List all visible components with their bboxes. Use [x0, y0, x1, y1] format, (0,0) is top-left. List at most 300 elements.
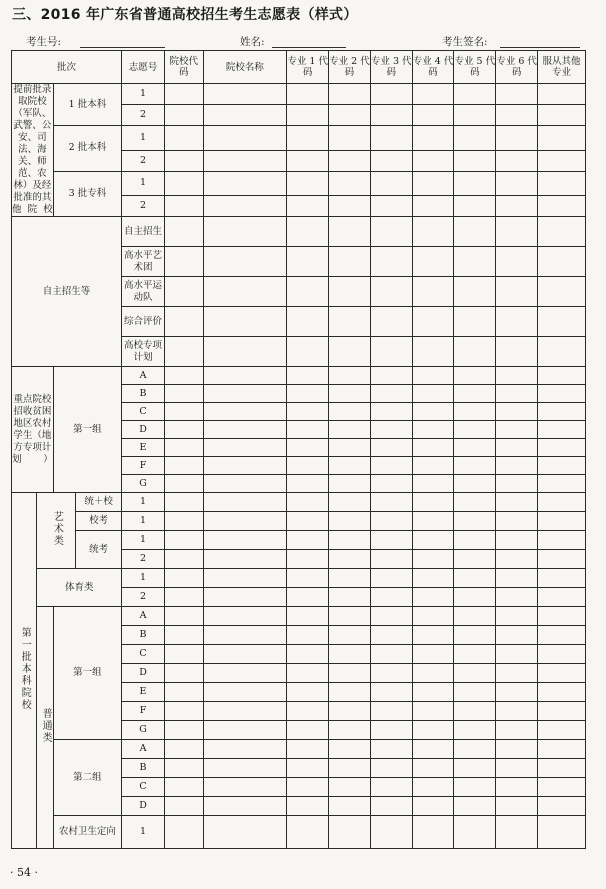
blank-entry-cell[interactable] [370, 337, 412, 367]
blank-entry-cell[interactable] [538, 367, 586, 385]
blank-entry-cell[interactable] [287, 247, 329, 277]
blank-entry-cell[interactable] [412, 277, 454, 307]
blank-entry-cell[interactable] [203, 588, 287, 607]
blank-entry-cell[interactable] [370, 702, 412, 721]
blank-entry-cell[interactable] [538, 493, 586, 512]
blank-entry-cell[interactable] [203, 683, 287, 702]
blank-entry-cell[interactable] [496, 683, 538, 702]
blank-entry-cell[interactable] [412, 247, 454, 277]
blank-entry-cell[interactable] [496, 217, 538, 247]
blank-entry-cell[interactable] [370, 126, 412, 151]
blank-entry-cell[interactable] [287, 171, 329, 196]
blank-entry-cell[interactable] [203, 740, 287, 759]
blank-entry-cell[interactable] [287, 217, 329, 247]
blank-entry-cell[interactable] [164, 797, 203, 816]
blank-entry-cell[interactable] [164, 171, 203, 196]
blank-entry-cell[interactable] [454, 457, 496, 475]
blank-entry-cell[interactable] [496, 475, 538, 493]
blank-entry-cell[interactable] [370, 778, 412, 797]
blank-entry-cell[interactable] [164, 721, 203, 740]
blank-entry-cell[interactable] [203, 196, 287, 217]
blank-entry-cell[interactable] [287, 664, 329, 683]
blank-entry-cell[interactable] [164, 493, 203, 512]
blank-entry-cell[interactable] [203, 439, 287, 457]
blank-entry-cell[interactable] [538, 277, 586, 307]
blank-entry-cell[interactable] [538, 664, 586, 683]
blank-entry-cell[interactable] [329, 367, 371, 385]
blank-entry-cell[interactable] [496, 171, 538, 196]
blank-entry-cell[interactable] [412, 721, 454, 740]
blank-entry-cell[interactable] [454, 740, 496, 759]
blank-entry-cell[interactable] [329, 626, 371, 645]
blank-entry-cell[interactable] [370, 403, 412, 421]
blank-entry-cell[interactable] [412, 475, 454, 493]
blank-entry-cell[interactable] [164, 475, 203, 493]
blank-entry-cell[interactable] [370, 721, 412, 740]
blank-entry-cell[interactable] [203, 664, 287, 683]
blank-entry-cell[interactable] [329, 277, 371, 307]
blank-entry-cell[interactable] [370, 171, 412, 196]
blank-entry-cell[interactable] [454, 797, 496, 816]
blank-entry-cell[interactable] [538, 588, 586, 607]
blank-entry-cell[interactable] [164, 105, 203, 126]
blank-entry-cell[interactable] [164, 588, 203, 607]
blank-entry-cell[interactable] [329, 196, 371, 217]
blank-entry-cell[interactable] [412, 531, 454, 550]
blank-entry-cell[interactable] [329, 105, 371, 126]
blank-entry-cell[interactable] [203, 475, 287, 493]
candidate-no-line[interactable] [80, 47, 165, 48]
blank-entry-cell[interactable] [287, 531, 329, 550]
blank-entry-cell[interactable] [496, 403, 538, 421]
blank-entry-cell[interactable] [329, 645, 371, 664]
blank-entry-cell[interactable] [329, 778, 371, 797]
blank-entry-cell[interactable] [329, 702, 371, 721]
blank-entry-cell[interactable] [329, 385, 371, 403]
blank-entry-cell[interactable] [287, 126, 329, 151]
blank-entry-cell[interactable] [412, 512, 454, 531]
blank-entry-cell[interactable] [370, 645, 412, 664]
blank-entry-cell[interactable] [370, 439, 412, 457]
blank-entry-cell[interactable] [329, 588, 371, 607]
blank-entry-cell[interactable] [287, 569, 329, 588]
blank-entry-cell[interactable] [412, 816, 454, 849]
blank-entry-cell[interactable] [287, 493, 329, 512]
blank-entry-cell[interactable] [412, 403, 454, 421]
blank-entry-cell[interactable] [454, 645, 496, 664]
blank-entry-cell[interactable] [164, 403, 203, 421]
blank-entry-cell[interactable] [164, 816, 203, 849]
blank-entry-cell[interactable] [538, 569, 586, 588]
blank-entry-cell[interactable] [538, 645, 586, 664]
blank-entry-cell[interactable] [287, 150, 329, 171]
blank-entry-cell[interactable] [496, 759, 538, 778]
blank-entry-cell[interactable] [538, 171, 586, 196]
blank-entry-cell[interactable] [287, 512, 329, 531]
blank-entry-cell[interactable] [203, 759, 287, 778]
blank-entry-cell[interactable] [329, 721, 371, 740]
blank-entry-cell[interactable] [203, 721, 287, 740]
blank-entry-cell[interactable] [538, 607, 586, 626]
blank-entry-cell[interactable] [412, 759, 454, 778]
blank-entry-cell[interactable] [164, 367, 203, 385]
blank-entry-cell[interactable] [412, 683, 454, 702]
blank-entry-cell[interactable] [454, 721, 496, 740]
blank-entry-cell[interactable] [412, 778, 454, 797]
blank-entry-cell[interactable] [329, 531, 371, 550]
blank-entry-cell[interactable] [538, 475, 586, 493]
name-line[interactable] [272, 47, 346, 48]
blank-entry-cell[interactable] [164, 277, 203, 307]
blank-entry-cell[interactable] [287, 84, 329, 105]
blank-entry-cell[interactable] [454, 759, 496, 778]
blank-entry-cell[interactable] [287, 196, 329, 217]
blank-entry-cell[interactable] [496, 740, 538, 759]
blank-entry-cell[interactable] [164, 307, 203, 337]
blank-entry-cell[interactable] [164, 247, 203, 277]
blank-entry-cell[interactable] [203, 217, 287, 247]
blank-entry-cell[interactable] [164, 664, 203, 683]
blank-entry-cell[interactable] [412, 588, 454, 607]
blank-entry-cell[interactable] [412, 126, 454, 151]
blank-entry-cell[interactable] [538, 307, 586, 337]
blank-entry-cell[interactable] [454, 337, 496, 367]
blank-entry-cell[interactable] [538, 150, 586, 171]
blank-entry-cell[interactable] [370, 307, 412, 337]
blank-entry-cell[interactable] [164, 217, 203, 247]
blank-entry-cell[interactable] [203, 512, 287, 531]
blank-entry-cell[interactable] [538, 403, 586, 421]
blank-entry-cell[interactable] [329, 607, 371, 626]
blank-entry-cell[interactable] [412, 84, 454, 105]
blank-entry-cell[interactable] [538, 531, 586, 550]
blank-entry-cell[interactable] [370, 512, 412, 531]
blank-entry-cell[interactable] [203, 778, 287, 797]
blank-entry-cell[interactable] [454, 512, 496, 531]
blank-entry-cell[interactable] [203, 385, 287, 403]
blank-entry-cell[interactable] [538, 105, 586, 126]
blank-entry-cell[interactable] [538, 512, 586, 531]
blank-entry-cell[interactable] [329, 569, 371, 588]
blank-entry-cell[interactable] [287, 439, 329, 457]
blank-entry-cell[interactable] [454, 816, 496, 849]
blank-entry-cell[interactable] [370, 84, 412, 105]
blank-entry-cell[interactable] [164, 150, 203, 171]
blank-entry-cell[interactable] [454, 217, 496, 247]
blank-entry-cell[interactable] [164, 337, 203, 367]
blank-entry-cell[interactable] [412, 702, 454, 721]
blank-entry-cell[interactable] [538, 721, 586, 740]
blank-entry-cell[interactable] [329, 403, 371, 421]
blank-entry-cell[interactable] [412, 105, 454, 126]
blank-entry-cell[interactable] [454, 421, 496, 439]
blank-entry-cell[interactable] [203, 607, 287, 626]
blank-entry-cell[interactable] [164, 196, 203, 217]
blank-entry-cell[interactable] [496, 664, 538, 683]
blank-entry-cell[interactable] [496, 277, 538, 307]
blank-entry-cell[interactable] [454, 626, 496, 645]
blank-entry-cell[interactable] [287, 385, 329, 403]
blank-entry-cell[interactable] [287, 105, 329, 126]
blank-entry-cell[interactable] [538, 217, 586, 247]
blank-entry-cell[interactable] [329, 247, 371, 277]
blank-entry-cell[interactable] [329, 126, 371, 151]
blank-entry-cell[interactable] [329, 439, 371, 457]
blank-entry-cell[interactable] [287, 626, 329, 645]
blank-entry-cell[interactable] [164, 512, 203, 531]
blank-entry-cell[interactable] [203, 277, 287, 307]
blank-entry-cell[interactable] [203, 126, 287, 151]
blank-entry-cell[interactable] [496, 607, 538, 626]
blank-entry-cell[interactable] [496, 569, 538, 588]
blank-entry-cell[interactable] [287, 277, 329, 307]
blank-entry-cell[interactable] [454, 150, 496, 171]
blank-entry-cell[interactable] [370, 683, 412, 702]
blank-entry-cell[interactable] [538, 421, 586, 439]
blank-entry-cell[interactable] [538, 740, 586, 759]
blank-entry-cell[interactable] [496, 126, 538, 151]
blank-entry-cell[interactable] [454, 588, 496, 607]
blank-entry-cell[interactable] [370, 385, 412, 403]
blank-entry-cell[interactable] [496, 493, 538, 512]
blank-entry-cell[interactable] [538, 683, 586, 702]
blank-entry-cell[interactable] [370, 664, 412, 683]
blank-entry-cell[interactable] [287, 550, 329, 569]
blank-entry-cell[interactable] [496, 337, 538, 367]
blank-entry-cell[interactable] [287, 307, 329, 337]
blank-entry-cell[interactable] [454, 550, 496, 569]
blank-entry-cell[interactable] [329, 150, 371, 171]
blank-entry-cell[interactable] [496, 797, 538, 816]
blank-entry-cell[interactable] [412, 569, 454, 588]
blank-entry-cell[interactable] [454, 171, 496, 196]
blank-entry-cell[interactable] [203, 531, 287, 550]
blank-entry-cell[interactable] [203, 457, 287, 475]
blank-entry-cell[interactable] [370, 531, 412, 550]
blank-entry-cell[interactable] [370, 105, 412, 126]
blank-entry-cell[interactable] [454, 277, 496, 307]
blank-entry-cell[interactable] [496, 307, 538, 337]
blank-entry-cell[interactable] [454, 778, 496, 797]
blank-entry-cell[interactable] [203, 569, 287, 588]
blank-entry-cell[interactable] [454, 105, 496, 126]
blank-entry-cell[interactable] [329, 421, 371, 439]
blank-entry-cell[interactable] [412, 217, 454, 247]
blank-entry-cell[interactable] [538, 759, 586, 778]
blank-entry-cell[interactable] [496, 457, 538, 475]
blank-entry-cell[interactable] [370, 607, 412, 626]
blank-entry-cell[interactable] [164, 702, 203, 721]
blank-entry-cell[interactable] [370, 217, 412, 247]
blank-entry-cell[interactable] [287, 457, 329, 475]
blank-entry-cell[interactable] [164, 457, 203, 475]
blank-entry-cell[interactable] [538, 626, 586, 645]
blank-entry-cell[interactable] [287, 337, 329, 367]
blank-entry-cell[interactable] [329, 337, 371, 367]
blank-entry-cell[interactable] [496, 367, 538, 385]
blank-entry-cell[interactable] [329, 740, 371, 759]
blank-entry-cell[interactable] [538, 550, 586, 569]
blank-entry-cell[interactable] [164, 385, 203, 403]
blank-entry-cell[interactable] [164, 439, 203, 457]
blank-entry-cell[interactable] [329, 512, 371, 531]
blank-entry-cell[interactable] [329, 816, 371, 849]
blank-entry-cell[interactable] [538, 247, 586, 277]
blank-entry-cell[interactable] [287, 645, 329, 664]
blank-entry-cell[interactable] [203, 403, 287, 421]
blank-entry-cell[interactable] [164, 626, 203, 645]
blank-entry-cell[interactable] [370, 247, 412, 277]
blank-entry-cell[interactable] [203, 797, 287, 816]
blank-entry-cell[interactable] [329, 664, 371, 683]
blank-entry-cell[interactable] [496, 105, 538, 126]
blank-entry-cell[interactable] [538, 778, 586, 797]
blank-entry-cell[interactable] [370, 569, 412, 588]
blank-entry-cell[interactable] [496, 588, 538, 607]
blank-entry-cell[interactable] [329, 493, 371, 512]
blank-entry-cell[interactable] [164, 550, 203, 569]
blank-entry-cell[interactable] [454, 367, 496, 385]
blank-entry-cell[interactable] [538, 457, 586, 475]
blank-entry-cell[interactable] [412, 740, 454, 759]
blank-entry-cell[interactable] [287, 588, 329, 607]
blank-entry-cell[interactable] [370, 196, 412, 217]
blank-entry-cell[interactable] [287, 721, 329, 740]
blank-entry-cell[interactable] [454, 307, 496, 337]
blank-entry-cell[interactable] [370, 588, 412, 607]
blank-entry-cell[interactable] [164, 759, 203, 778]
blank-entry-cell[interactable] [412, 626, 454, 645]
blank-entry-cell[interactable] [164, 778, 203, 797]
blank-entry-cell[interactable] [329, 759, 371, 778]
blank-entry-cell[interactable] [370, 626, 412, 645]
blank-entry-cell[interactable] [412, 607, 454, 626]
blank-entry-cell[interactable] [370, 816, 412, 849]
blank-entry-cell[interactable] [370, 550, 412, 569]
blank-entry-cell[interactable] [329, 457, 371, 475]
blank-entry-cell[interactable] [412, 337, 454, 367]
blank-entry-cell[interactable] [412, 385, 454, 403]
blank-entry-cell[interactable] [496, 84, 538, 105]
blank-entry-cell[interactable] [203, 645, 287, 664]
blank-entry-cell[interactable] [164, 683, 203, 702]
blank-entry-cell[interactable] [412, 367, 454, 385]
blank-entry-cell[interactable] [203, 247, 287, 277]
blank-entry-cell[interactable] [454, 475, 496, 493]
blank-entry-cell[interactable] [203, 816, 287, 849]
blank-entry-cell[interactable] [496, 531, 538, 550]
blank-entry-cell[interactable] [164, 607, 203, 626]
blank-entry-cell[interactable] [370, 797, 412, 816]
blank-entry-cell[interactable] [203, 150, 287, 171]
blank-entry-cell[interactable] [287, 797, 329, 816]
blank-entry-cell[interactable] [538, 126, 586, 151]
blank-entry-cell[interactable] [287, 816, 329, 849]
blank-entry-cell[interactable] [370, 150, 412, 171]
blank-entry-cell[interactable] [164, 531, 203, 550]
blank-entry-cell[interactable] [203, 702, 287, 721]
blank-entry-cell[interactable] [412, 457, 454, 475]
blank-entry-cell[interactable] [538, 196, 586, 217]
blank-entry-cell[interactable] [412, 493, 454, 512]
blank-entry-cell[interactable] [496, 721, 538, 740]
blank-entry-cell[interactable] [412, 307, 454, 337]
blank-entry-cell[interactable] [203, 84, 287, 105]
blank-entry-cell[interactable] [454, 385, 496, 403]
blank-entry-cell[interactable] [454, 607, 496, 626]
blank-entry-cell[interactable] [454, 569, 496, 588]
signature-line[interactable] [500, 47, 580, 48]
blank-entry-cell[interactable] [329, 84, 371, 105]
blank-entry-cell[interactable] [203, 171, 287, 196]
blank-entry-cell[interactable] [329, 217, 371, 247]
blank-entry-cell[interactable] [454, 126, 496, 151]
blank-entry-cell[interactable] [287, 702, 329, 721]
blank-entry-cell[interactable] [203, 493, 287, 512]
blank-entry-cell[interactable] [203, 337, 287, 367]
blank-entry-cell[interactable] [496, 778, 538, 797]
blank-entry-cell[interactable] [370, 421, 412, 439]
blank-entry-cell[interactable] [496, 421, 538, 439]
blank-entry-cell[interactable] [454, 683, 496, 702]
blank-entry-cell[interactable] [412, 150, 454, 171]
blank-entry-cell[interactable] [203, 105, 287, 126]
blank-entry-cell[interactable] [496, 385, 538, 403]
blank-entry-cell[interactable] [454, 531, 496, 550]
blank-entry-cell[interactable] [538, 337, 586, 367]
blank-entry-cell[interactable] [538, 816, 586, 849]
blank-entry-cell[interactable] [329, 550, 371, 569]
blank-entry-cell[interactable] [164, 421, 203, 439]
blank-entry-cell[interactable] [164, 569, 203, 588]
blank-entry-cell[interactable] [412, 171, 454, 196]
blank-entry-cell[interactable] [370, 740, 412, 759]
blank-entry-cell[interactable] [412, 664, 454, 683]
blank-entry-cell[interactable] [203, 367, 287, 385]
blank-entry-cell[interactable] [287, 403, 329, 421]
blank-entry-cell[interactable] [538, 702, 586, 721]
blank-entry-cell[interactable] [329, 797, 371, 816]
blank-entry-cell[interactable] [164, 126, 203, 151]
blank-entry-cell[interactable] [203, 421, 287, 439]
blank-entry-cell[interactable] [370, 493, 412, 512]
blank-entry-cell[interactable] [496, 247, 538, 277]
blank-entry-cell[interactable] [454, 493, 496, 512]
blank-entry-cell[interactable] [329, 475, 371, 493]
blank-entry-cell[interactable] [329, 683, 371, 702]
blank-entry-cell[interactable] [287, 759, 329, 778]
blank-entry-cell[interactable] [370, 367, 412, 385]
blank-entry-cell[interactable] [287, 740, 329, 759]
blank-entry-cell[interactable] [412, 439, 454, 457]
blank-entry-cell[interactable] [538, 439, 586, 457]
blank-entry-cell[interactable] [496, 150, 538, 171]
blank-entry-cell[interactable] [454, 196, 496, 217]
blank-entry-cell[interactable] [412, 645, 454, 664]
blank-entry-cell[interactable] [454, 664, 496, 683]
blank-entry-cell[interactable] [370, 277, 412, 307]
blank-entry-cell[interactable] [454, 84, 496, 105]
blank-entry-cell[interactable] [287, 778, 329, 797]
blank-entry-cell[interactable] [370, 457, 412, 475]
blank-entry-cell[interactable] [329, 171, 371, 196]
blank-entry-cell[interactable] [203, 550, 287, 569]
blank-entry-cell[interactable] [203, 307, 287, 337]
blank-entry-cell[interactable] [454, 403, 496, 421]
blank-entry-cell[interactable] [412, 196, 454, 217]
blank-entry-cell[interactable] [329, 307, 371, 337]
blank-entry-cell[interactable] [496, 626, 538, 645]
